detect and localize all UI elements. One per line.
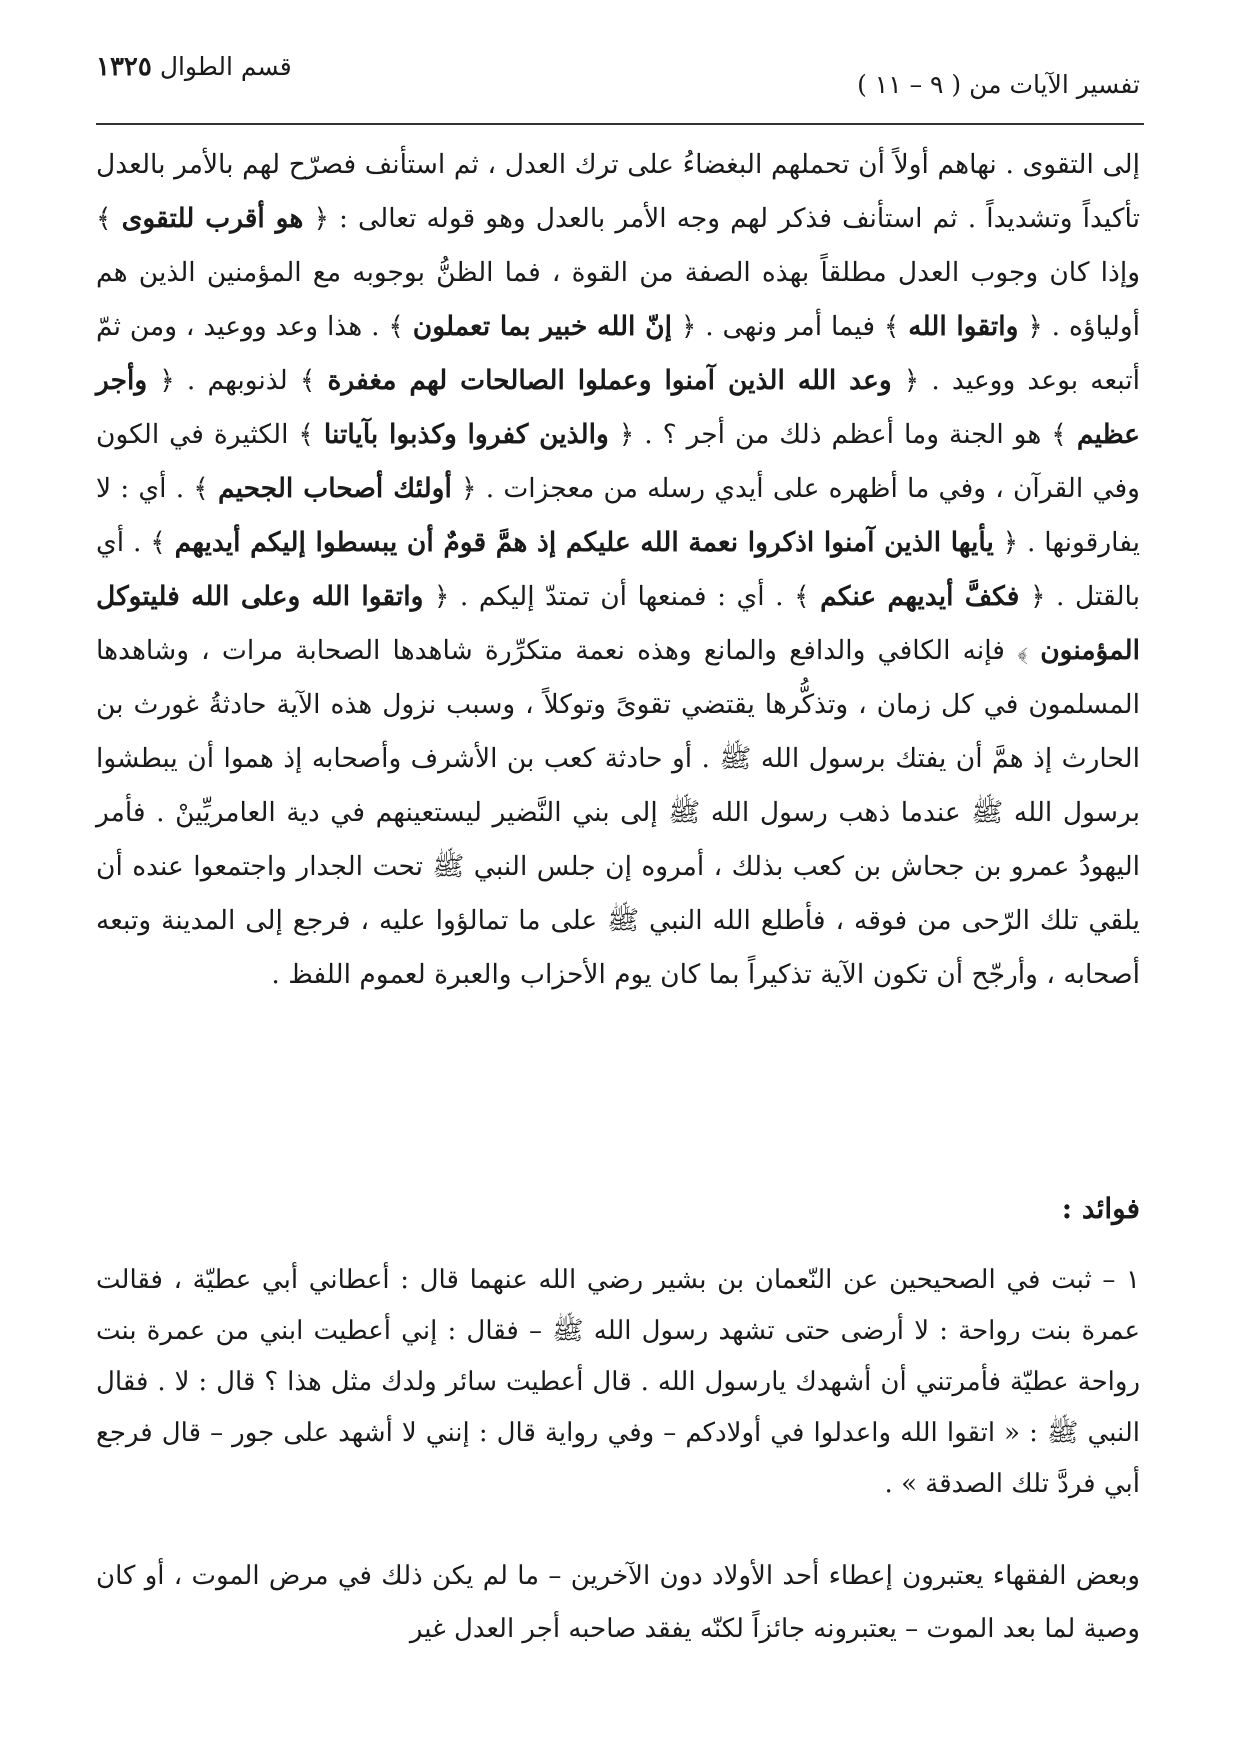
text-run: ﴾ وإذا كان وجوب العدل مطلقاً بهذه الصفة من القوة ، فما الظنُّ بوجوبه مع المؤمنين الذين هم أولياؤه . ﴿ xyxy=(96,203,1140,342)
fawaid-note xyxy=(96,1255,1140,1510)
quran-quote: والذين كفروا وكذبوا بآياتنا xyxy=(323,419,609,450)
page-header xyxy=(96,46,1140,116)
quran-quote: وأجر عظيم xyxy=(96,365,1140,450)
note-paragraph: ١ – ثبت في الصحيحين عن النّعمان بن بشير رضي الله عنهما قال : أعطاني أبي عطيّة ، فقالت عمرة بنت رواحة : لا أرضى حتى تشهد رسول الله ﷺ – فقال : إني أعطيت ابني من عمرة بنت رواحة عطيّة فأمرتني أن أشهدك يارسول الله . قال أعطيت سائر ولدك مثل هذا ؟ قال : لا . فقال النبي ﷺ : « اتقوا الله واعدلوا في أولادكم – وفي رواية قال : إنني لا أشهد على جور – قال فرجع أبي فردَّ تلك الصدقة » . xyxy=(96,1265,1140,1499)
section-name: قسم الطوال xyxy=(159,52,292,81)
page-number: ١٣٢٥ xyxy=(96,52,152,82)
closing-paragraph-block xyxy=(96,1550,1140,1656)
text-run: ﴾ هو الجنة وما أعظم ذلك من أجر ؟ . ﴿ xyxy=(618,419,1067,450)
text-run: ﴾ . أي : فمنعها أن تمتدّ إليكم . ﴿ xyxy=(433,581,810,612)
text-run: ﴾ . هذا وعد ووعيد ، ومن ثمّ أتبعه بوعد ووعيد . ﴿ xyxy=(96,311,1140,396)
text-run: إلى التقوى . نهاهم أولاً أن تحملهم البغضاءُ على ترك العدل ، ثم استأنف فصرّح لهم بالأمر بالعدل تأكيداً وتشديداً . ثم استأنف فذكر لهم وجه الأمر بالعدل وهو قوله تعالى : ﴿ xyxy=(96,149,1140,234)
quran-quote: إنّ الله خبير بما تعملون xyxy=(412,311,672,342)
fawaid-heading: فوائد : xyxy=(1061,1192,1140,1225)
closing-paragraph: وبعض الفقهاء يعتبرون إعطاء أحد الأولاد دون الآخرين – ما لم يكن ذلك في مرض الموت ، أو كان وصية لما بعد الموت – يعتبرونه جائزاً لكنّه يفقد صاحبه أجر العدل غير xyxy=(96,1561,1140,1644)
commentary-paragraph xyxy=(96,138,1140,1002)
text-run: ﴾ . أي بالقتل . ﴿ xyxy=(96,527,1140,612)
quran-quote: فكفَّ أيديهم عنكم xyxy=(820,581,1020,612)
text-run: ﴾ فيما أمر ونهى . ﴿ xyxy=(680,311,900,342)
text-run: ﴾ الكثيرة في الكون وفي القرآن ، وفي ما أظهره على أيدي رسله من معجزات . ﴿ xyxy=(96,419,1140,504)
quran-quote: أولئك أصحاب الجحيم xyxy=(218,473,452,504)
text-run: ﴾ لذنوبهم . ﴿ xyxy=(159,365,316,396)
header-divider xyxy=(96,123,1144,125)
quran-quote: وعد الله الذين آمنوا وعملوا الصالحات لهم مغفرة xyxy=(327,365,892,396)
header-section-block xyxy=(96,52,314,82)
quran-quote: واتقوا الله وعلى الله فليتوكل المؤمنون xyxy=(96,581,1140,666)
quran-quote: هو أقرب للتقوى xyxy=(121,203,304,234)
main-commentary xyxy=(96,138,1140,1002)
quran-quote: يأيها الذين آمنوا اذكروا نعمة الله عليكم إذ همَّ قومٌ أن يبسطوا إليكم أيديهم xyxy=(174,527,994,558)
text-run: ﴾ فإنه الكافي والدافع والمانع وهذه نعمة متكرِّرة شاهدها الصحابة مرات ، وشاهدها المسلمون في كل زمان ، وتذكُّرها يقتضي تقوىً وتوكلاً ، وسبب نزول هذه الآية حادثةُ غورث بن الحارث إذ همَّ أن يفتك برسول الله ﷺ . أو حادثة كعب بن الأشرف وأصحابه إذ هموا أن يبطشوا برسول الله ﷺ عندما ذهب رسول الله ﷺ إلى بني النَّضير ليستعينهم في دية العامريِّينْ . فأمر اليهودُ عمرو بن جحاش بن كعب بذلك ، أمروه إن جلس النبي ﷺ تحت الجدار واجتمعوا عنده أن يلقي تلك الرّحى من فوقه ، فأطلع الله النبي ﷺ على ما تمالؤوا عليه ، فرجع إلى المدينة وتبعه أصحابه ، وأرجّح أن تكون الآية تذكيراً بما كان يوم الأحزاب والعبرة لعموم اللفظ . xyxy=(96,635,1140,990)
quran-quote: واتقوا الله xyxy=(908,311,1019,342)
running-title: تفسير الآيات من ( ٩ – ١١ ) xyxy=(857,70,1140,99)
text-run: ﴾ . أي : لا يفارقونها . ﴿ xyxy=(96,473,1140,558)
